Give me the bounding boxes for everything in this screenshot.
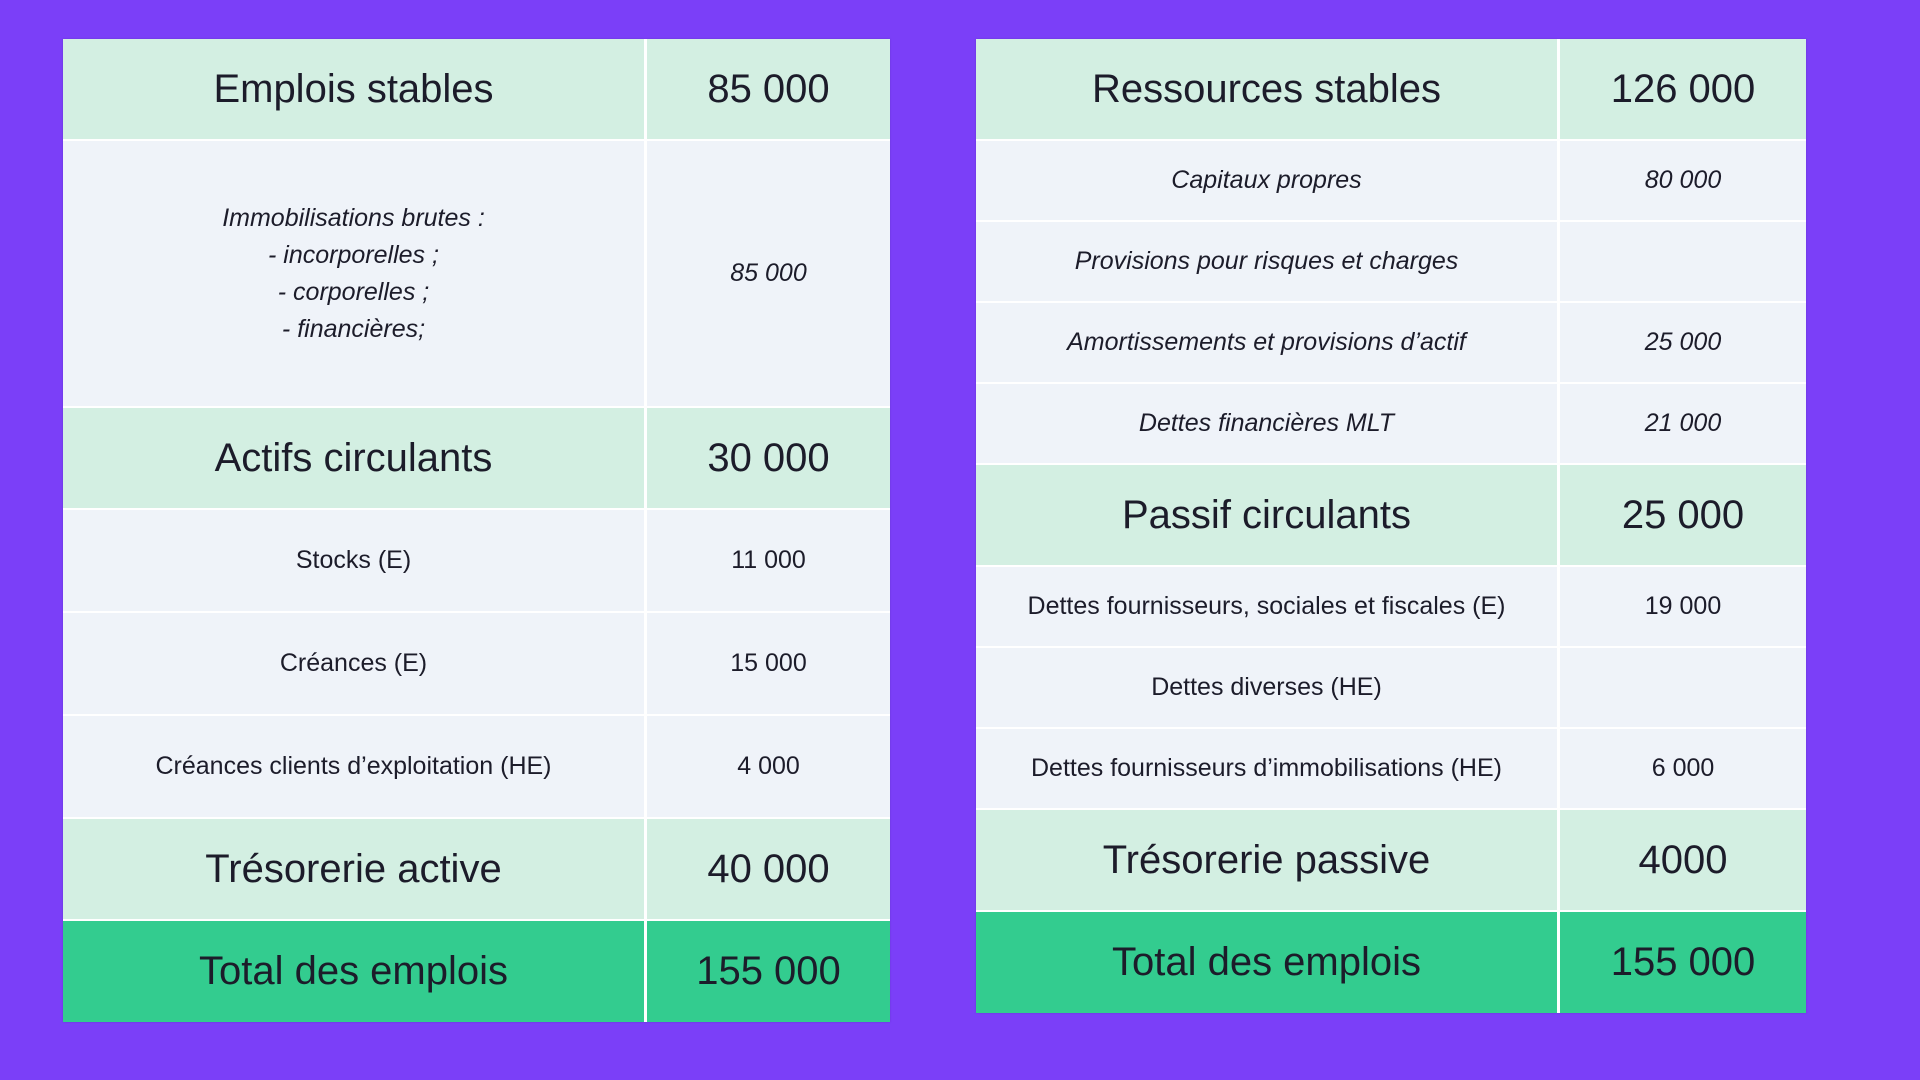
dettes-diverses-label: Dettes diverses (HE)	[976, 648, 1560, 729]
provisions-risques-value	[1560, 222, 1806, 303]
passif-circulants-value: 25 000	[1560, 465, 1806, 567]
total-ressources-value: 155 000	[1560, 912, 1806, 1013]
provisions-risques-label: Provisions pour risques et charges	[976, 222, 1560, 303]
dettes-diverses-value	[1560, 648, 1806, 729]
emplois-stables-label: Emplois stables	[63, 39, 647, 141]
stocks-label: Stocks (E)	[63, 510, 647, 613]
creances-clients-label: Créances clients d’exploitation (HE)	[63, 716, 647, 819]
creances-clients-value: 4 000	[647, 716, 890, 819]
total-ressources-label: Total des emplois	[976, 912, 1560, 1013]
immobilisations-line: - corporelles ;	[277, 277, 430, 306]
ressources-stables-label: Ressources stables	[976, 39, 1560, 141]
dettes-financieres-value: 21 000	[1560, 384, 1806, 465]
tresorerie-passive-value: 4000	[1560, 810, 1806, 912]
ressources-stables-value: 126 000	[1560, 39, 1806, 141]
amortissements-value: 25 000	[1560, 303, 1806, 384]
tresorerie-passive-label: Trésorerie passive	[976, 810, 1560, 912]
dettes-immobilisations-label: Dettes fournisseurs d’immobilisations (HE)	[976, 729, 1560, 810]
stocks-value: 11 000	[647, 510, 890, 613]
dettes-immobilisations-value: 6 000	[1560, 729, 1806, 810]
creances-label: Créances (E)	[63, 613, 647, 716]
capitaux-propres-label: Capitaux propres	[976, 141, 1560, 222]
immobilisations-line: - incorporelles ;	[268, 240, 439, 269]
immobilisations-line: - financières;	[281, 314, 426, 343]
immobilisations-value: 85 000	[647, 141, 890, 408]
passif-circulants-label: Passif circulants	[976, 465, 1560, 567]
actifs-circulants-label: Actifs circulants	[63, 408, 647, 510]
tresorerie-active-label: Trésorerie active	[63, 819, 647, 921]
emplois-table	[63, 39, 890, 1022]
creances-value: 15 000	[647, 613, 890, 716]
capitaux-propres-value: 80 000	[1560, 141, 1806, 222]
immobilisations-line: Immobilisations brutes :	[222, 203, 485, 232]
ressources-table	[976, 39, 1806, 1013]
actifs-circulants-value: 30 000	[647, 408, 890, 510]
dettes-fournisseurs-label: Dettes fournisseurs, sociales et fiscales (E)	[976, 567, 1560, 648]
immobilisations-label	[63, 141, 647, 408]
dettes-fournisseurs-value: 19 000	[1560, 567, 1806, 648]
tresorerie-active-value: 40 000	[647, 819, 890, 921]
total-emplois-value: 155 000	[647, 921, 890, 1022]
dettes-financieres-label: Dettes financières MLT	[976, 384, 1560, 465]
emplois-stables-value: 85 000	[647, 39, 890, 141]
total-emplois-label: Total des emplois	[63, 921, 647, 1022]
amortissements-label: Amortissements et provisions d’actif	[976, 303, 1560, 384]
